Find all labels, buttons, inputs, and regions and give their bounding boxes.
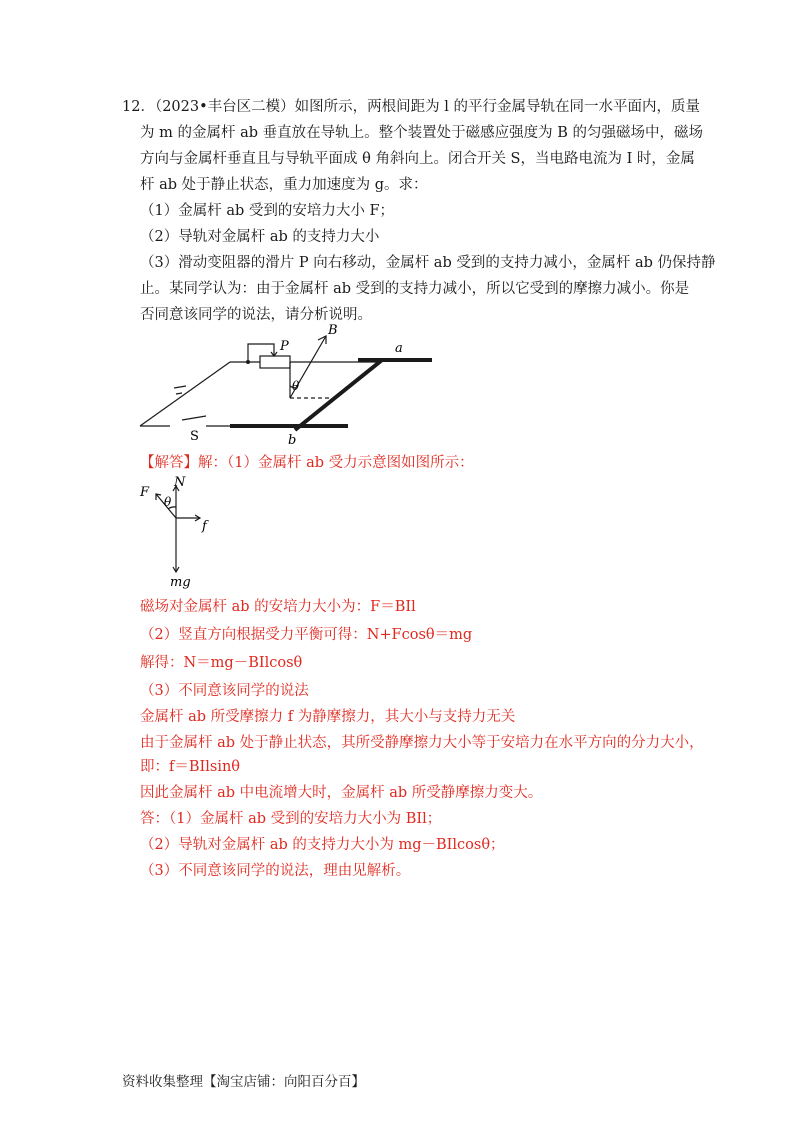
junction-dot xyxy=(246,360,250,364)
rheostat-body xyxy=(260,356,290,368)
label-switch-s: S xyxy=(190,429,199,444)
solution-line-5: 金属杆 ab 所受摩擦力 f 为静摩擦力，其大小与支持力无关 xyxy=(140,709,516,725)
battery-short-plate xyxy=(176,393,182,394)
label-p: P xyxy=(280,339,289,354)
answer-line-2: （2）导轨对金属杆 ab 的支持力大小为 mg－BIlcosθ； xyxy=(140,837,505,853)
solution-intro-text: 解：（1）金属杆 ab 受力示意图如图所示： xyxy=(198,455,474,471)
label-force-theta: θ xyxy=(164,495,172,509)
wire-left-diagonal xyxy=(140,362,230,426)
solution-line-2: （2）竖直方向根据受力平衡可得：N+Fcosθ＝mg xyxy=(140,627,473,643)
solution-tag: 【解答】 xyxy=(140,455,198,471)
force-diagram xyxy=(130,474,230,594)
answer-line-3: （3）不同意该同学的说法，理由见解析。 xyxy=(140,863,411,879)
solution-line-4: （3）不同意该同学的说法 xyxy=(140,683,309,699)
label-force-n: N xyxy=(174,475,186,490)
solution-line-7: 即：f＝BIlsinθ xyxy=(140,759,241,775)
solution-line-1: 磁场对金属杆 ab 的安培力大小为：F＝BIl xyxy=(140,599,416,615)
slider-p-wire xyxy=(248,344,274,362)
question-line-3: 方向与金属杆垂直且与导轨平面成 θ 角斜向上。闭合开关 S，当电路电流为 I 时，金属 xyxy=(140,151,695,167)
solution-intro xyxy=(140,450,474,476)
switch-s-blade xyxy=(182,416,206,420)
label-b-end: b xyxy=(288,433,297,448)
question-line-1: 12．（2023•丰台区二模）如图所示，两根间距为 l 的平行金属导轨在同一水平面内，质量 xyxy=(122,99,701,115)
label-mg: mg xyxy=(170,575,191,590)
page-footer: 资料收集整理【淘宝店铺：向阳百分百】 xyxy=(122,1074,365,1090)
answer-line-1: 答：（1）金属杆 ab 受到的安培力大小为 BIl； xyxy=(140,811,442,827)
label-b-field: B xyxy=(328,323,338,338)
question-part-1: （1）金属杆 ab 受到的安培力大小 F； xyxy=(140,203,395,219)
label-friction-f: f xyxy=(202,519,207,534)
solution-line-8: 因此金属杆 ab 中电流增大时，金属杆 ab 所受静摩擦力变大。 xyxy=(140,785,543,801)
solution-line-6: 由于金属杆 ab 处于静止状态，其所受静摩擦力大小等于安培力在水平方向的分力大小， xyxy=(140,735,704,751)
question-line-2: 为 m 的金属杆 ab 垂直放在导轨上。整个装置处于磁感应强度为 B 的匀强磁场中，磁场 xyxy=(140,125,703,141)
label-a: a xyxy=(395,341,403,356)
question-line-4: 杆 ab 处于静止状态，重力加速度为 g。求： xyxy=(140,177,428,193)
question-part-3-line-3: 否同意该同学的说法，请分析说明。 xyxy=(140,307,372,323)
circuit-figure xyxy=(130,322,440,450)
label-theta: θ xyxy=(292,379,300,393)
question-part-2: （2）导轨对金属杆 ab 的支持力大小 xyxy=(140,229,380,245)
metal-rod-ab xyxy=(295,360,382,430)
solution-line-3: 解得：N＝mg－BIlcosθ xyxy=(140,655,303,671)
battery-long-plate xyxy=(174,386,186,388)
question-part-3-line-2: 止。某同学认为：由于金属杆 ab 受到的支持力减小，所以它受到的摩擦力减小。你是 xyxy=(140,281,690,297)
label-force-f: F xyxy=(140,485,150,500)
question-part-3-line-1: （3）滑动变阻器的滑片 P 向右移动，金属杆 ab 受到的支持力减小，金属杆 ab 仍保持静 xyxy=(140,255,716,271)
